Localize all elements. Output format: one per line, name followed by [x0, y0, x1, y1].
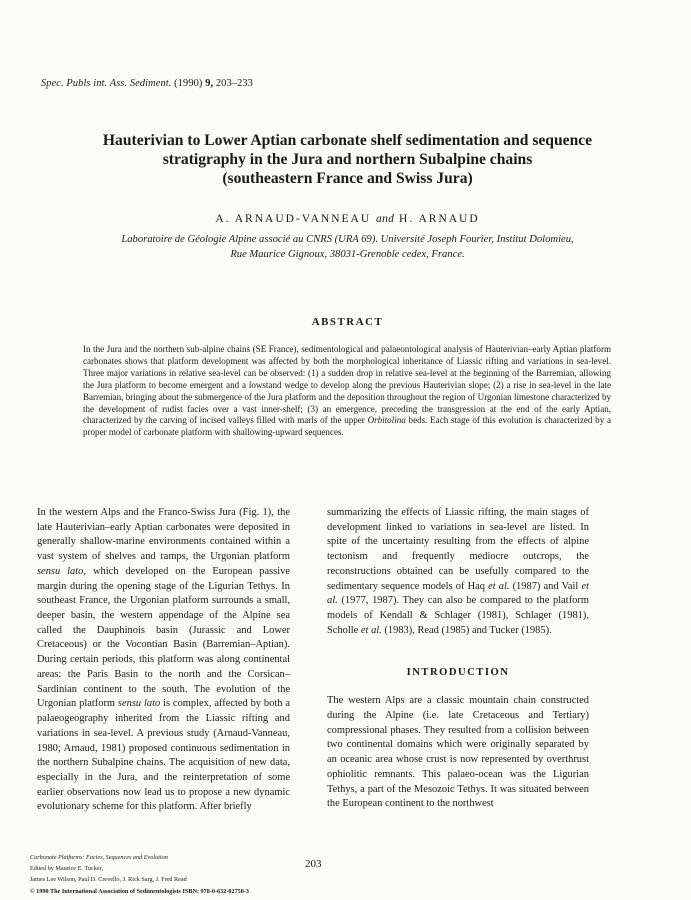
- italic-term: et al.: [327, 580, 589, 607]
- right-paragraph-2: The western Alps are a classic mountain chain constructed during the Alpine (i.e. late Cretaceous and Tertiary) compressional phases. They resulted from a collision between two continental domains which were originally separated by an oceanic area whose crust is now represented by overthrust ophiolitic remnants. This palaeo-ocean was the Ligurian Tethys, a part of the Mesozoic Tethys. It was situated between the European continent to the northwest: [327, 695, 589, 810]
- right-column: [327, 506, 589, 812]
- abstract-text: In the Jura and the northern sub-alpine chains (SE France), sedimentological and palaeontological analysis of Hauterivian–early Aptian platform carbonates shows that platform development was affected by both the morphological inheritance of Liassic rifting and variations in sea-level. Three major variations in relative sea-level can be observed: (1) a sudden drop in relative sea-level at the beginning of the Barremian, allowing the Jura platform to become emergent and a lowstand wedge to develop along the previous Hauterivian slope; (2) a rise in sea-level in the late Barremian, bringing about the submergence of the Jura platform and the deposition throughout the region of Urgonian limestone characterized by the development of rudist facies over a vast inner-shelf; (3) an emergence, preceding the transgression at the end of the early Aptian, characterized by the carving of incised valleys filled with marls of the upper: [83, 344, 611, 426]
- author-2: H. ARNAUD: [399, 213, 480, 225]
- right-paragraph-1: [327, 506, 589, 638]
- book-title: Carbonate Platforms: Facies, Sequences and Evolution: [30, 854, 168, 861]
- body-text: (1987) and Vail: [509, 580, 582, 592]
- title-line-1: Hauterivian to Lower Aptian carbonate shelf sedimentation and sequence: [102, 132, 593, 149]
- abstract-text-end: beds. Each stage of this evolution is characterized by a proper model of carbonate platform with shallowing-upward sequences.: [83, 415, 611, 438]
- journal-name: Spec. Publs int. Ass. Sediment.: [41, 78, 172, 89]
- title-line-2: stratigraphy in the Jura and northern Subalpine chains: [162, 151, 533, 168]
- journal-pages: 203–233: [215, 78, 253, 89]
- body-text: In the western Alps and the Franco-Swiss Jura (Fig. 1), the late Hauterivian–early Aptian carbonates were deposited in generally shallow-marine environments contained within a vast system of shelves and ramps, the Urgonian platform: [37, 507, 290, 563]
- journal-reference: [41, 78, 253, 89]
- body-text: , which developed on the European passive margin during the opening stage of the Ligurian Tethys. In southeast France, the Urgonian platform surrounds a small, deeper basin, the western appendage of the Alpine sea called the Dauphinois basin (Jurassic and Lower Cretaceous) or the Vocontian Basin (Barremian–Aptian). During certain periods, this platform was along continental areas: the Paris Basin to the north and the Corsican–Sardinian continent to the south. The evolution of the Urgonian platform: [37, 565, 290, 710]
- affiliation-line-2: Rue Maurice Gignoux, 38031-Grenoble cedex, France.: [230, 249, 465, 260]
- paper-title: [40, 131, 655, 188]
- author-1: A. ARNAUD-VANNEAU: [215, 213, 372, 225]
- affiliation: [20, 232, 675, 262]
- introduction-heading: INTRODUCTION: [406, 667, 510, 679]
- body-text: (1983), Read (1985) and Tucker (1985).: [381, 624, 552, 636]
- abstract-italic-term: Orbitolina: [367, 415, 406, 426]
- body-text: is complex, affected by both a palaeogeography inherited from the Liassic rifting and variations in sea-level. A previous study (Arnaud-Vanneau, 1980; Arnaud, 1981) proposed continuous sedimentation in the northern Subalpine chains. The acquisition of new data, especially in the Jura, and the reinterpretation of some earlier observations now lead us to propose a new dynamic evolutionary scheme for this platform. After briefly: [37, 698, 290, 813]
- journal-year: (1990): [174, 78, 203, 89]
- left-column: [37, 506, 290, 815]
- author-list: [40, 213, 655, 225]
- body-text: (1977, 1987). They can also be compared to the platform models of Kendall & Schlager (1981), Schlager (1981), Scholle: [327, 595, 589, 636]
- italic-term: et al.: [488, 580, 510, 592]
- abstract-body: [83, 344, 611, 439]
- footer-book-line: [30, 852, 330, 874]
- italic-term: et al.: [360, 624, 382, 636]
- body-text: summarizing the effects of Liassic rifting, the main stages of development linked to variations in sea-level are listed. In spite of the uncertainty resulting from the effects of alpine tectonism and frequently mediocre outcrops, the reconstructions obtained can be usefully compared to the sedimentary sequence models of Haq: [327, 507, 589, 592]
- abstract-heading: ABSTRACT: [311, 316, 384, 328]
- footer-copyright: © 1990 The International Association of Sedimentologists ISBN: 978-0-632-02758-3: [30, 887, 250, 895]
- book-editor: Edited by Maurice E. Tucker,: [30, 865, 103, 873]
- footer-credits: [30, 852, 330, 897]
- title-line-3: (southeastern France and Swiss Jura): [222, 170, 473, 187]
- page-number: 203: [305, 858, 322, 870]
- footer-editors: James Lee Wilson, Paul D. Crevello, J. Rick Sarg, J. Fred Read: [30, 876, 187, 884]
- italic-term: sensu lato: [37, 565, 84, 577]
- author-conjunction: and: [376, 213, 395, 225]
- affiliation-line-1: Laboratoire de Géologie Alpine associé au CNRS (URA 69). Université Joseph Fourier, Institut Dolomieu,: [121, 234, 574, 245]
- left-paragraph-1: [37, 506, 290, 815]
- italic-term: sensu lato: [117, 698, 161, 710]
- journal-volume: 9,: [205, 78, 214, 89]
